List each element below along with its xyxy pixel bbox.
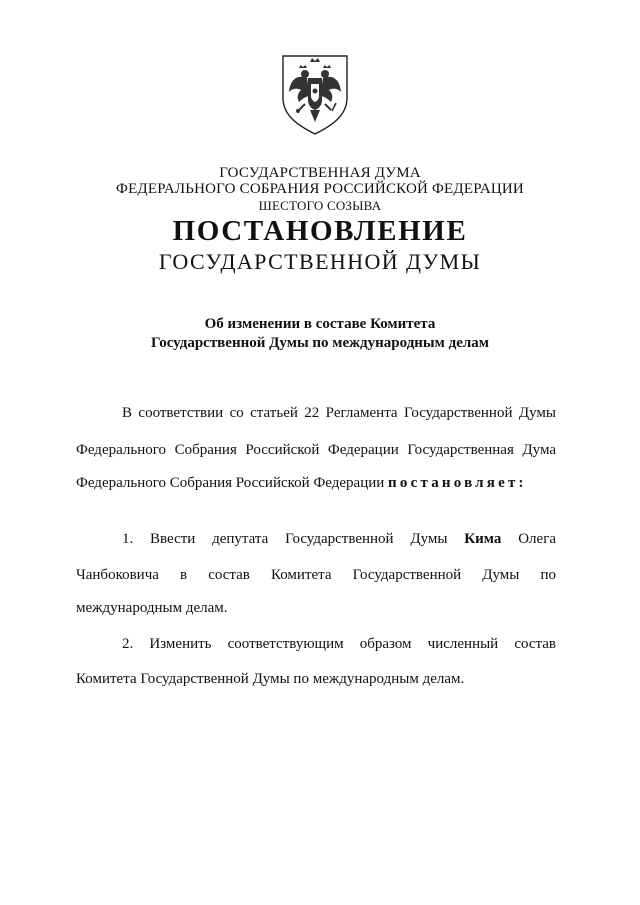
deputy-surname: Кима (464, 531, 502, 547)
item-1-line-1-pre: 1. Ввести депутата Государственной Думы (122, 531, 448, 547)
item-1-line-3: международным делам. (76, 600, 228, 616)
institution-name: ГОСУДАРСТВЕННАЯ ДУМА (219, 165, 421, 181)
subject-line-2: Государственной Думы по международным делам (150, 335, 489, 351)
convocation: ШЕСТОГО СОЗЫВА (258, 198, 382, 213)
item-2-line-2: Комитета Государственной Думы по международным делам. (76, 671, 465, 687)
preamble-line-3 (76, 474, 527, 492)
preamble-line-2: Федерального Собрания Российской Федерации Государственная Дума (76, 442, 556, 458)
preamble-line-1: В соответствии со статьей 22 Регламента Государственной Думы (122, 405, 556, 421)
item-1-line-1-post: Олега (518, 531, 557, 547)
preamble-line-3-text: Федерального Собрания Российской Федерации (76, 475, 385, 491)
russian-coat-of-arms-icon (277, 52, 353, 136)
document-issuer: ГОСУДАРСТВЕННОЙ ДУМЫ (158, 249, 482, 274)
item-1-line-2: Чанбоковича в состав Комитета Государственной Думы по (76, 567, 556, 583)
item-1-line-1 (122, 530, 556, 548)
document-type: ПОСТАНОВЛЕНИЕ (172, 215, 468, 247)
subject-line-1: Об изменении в составе Комитета (204, 316, 436, 332)
assembly-name: ФЕДЕРАЛЬНОГО СОБРАНИЯ РОССИЙСКОЙ ФЕДЕРАЦИИ (116, 181, 524, 197)
decree-verb: постановляет: (388, 475, 527, 491)
item-2-line-1: 2. Изменить соответствующим образом численный состав (122, 636, 556, 652)
